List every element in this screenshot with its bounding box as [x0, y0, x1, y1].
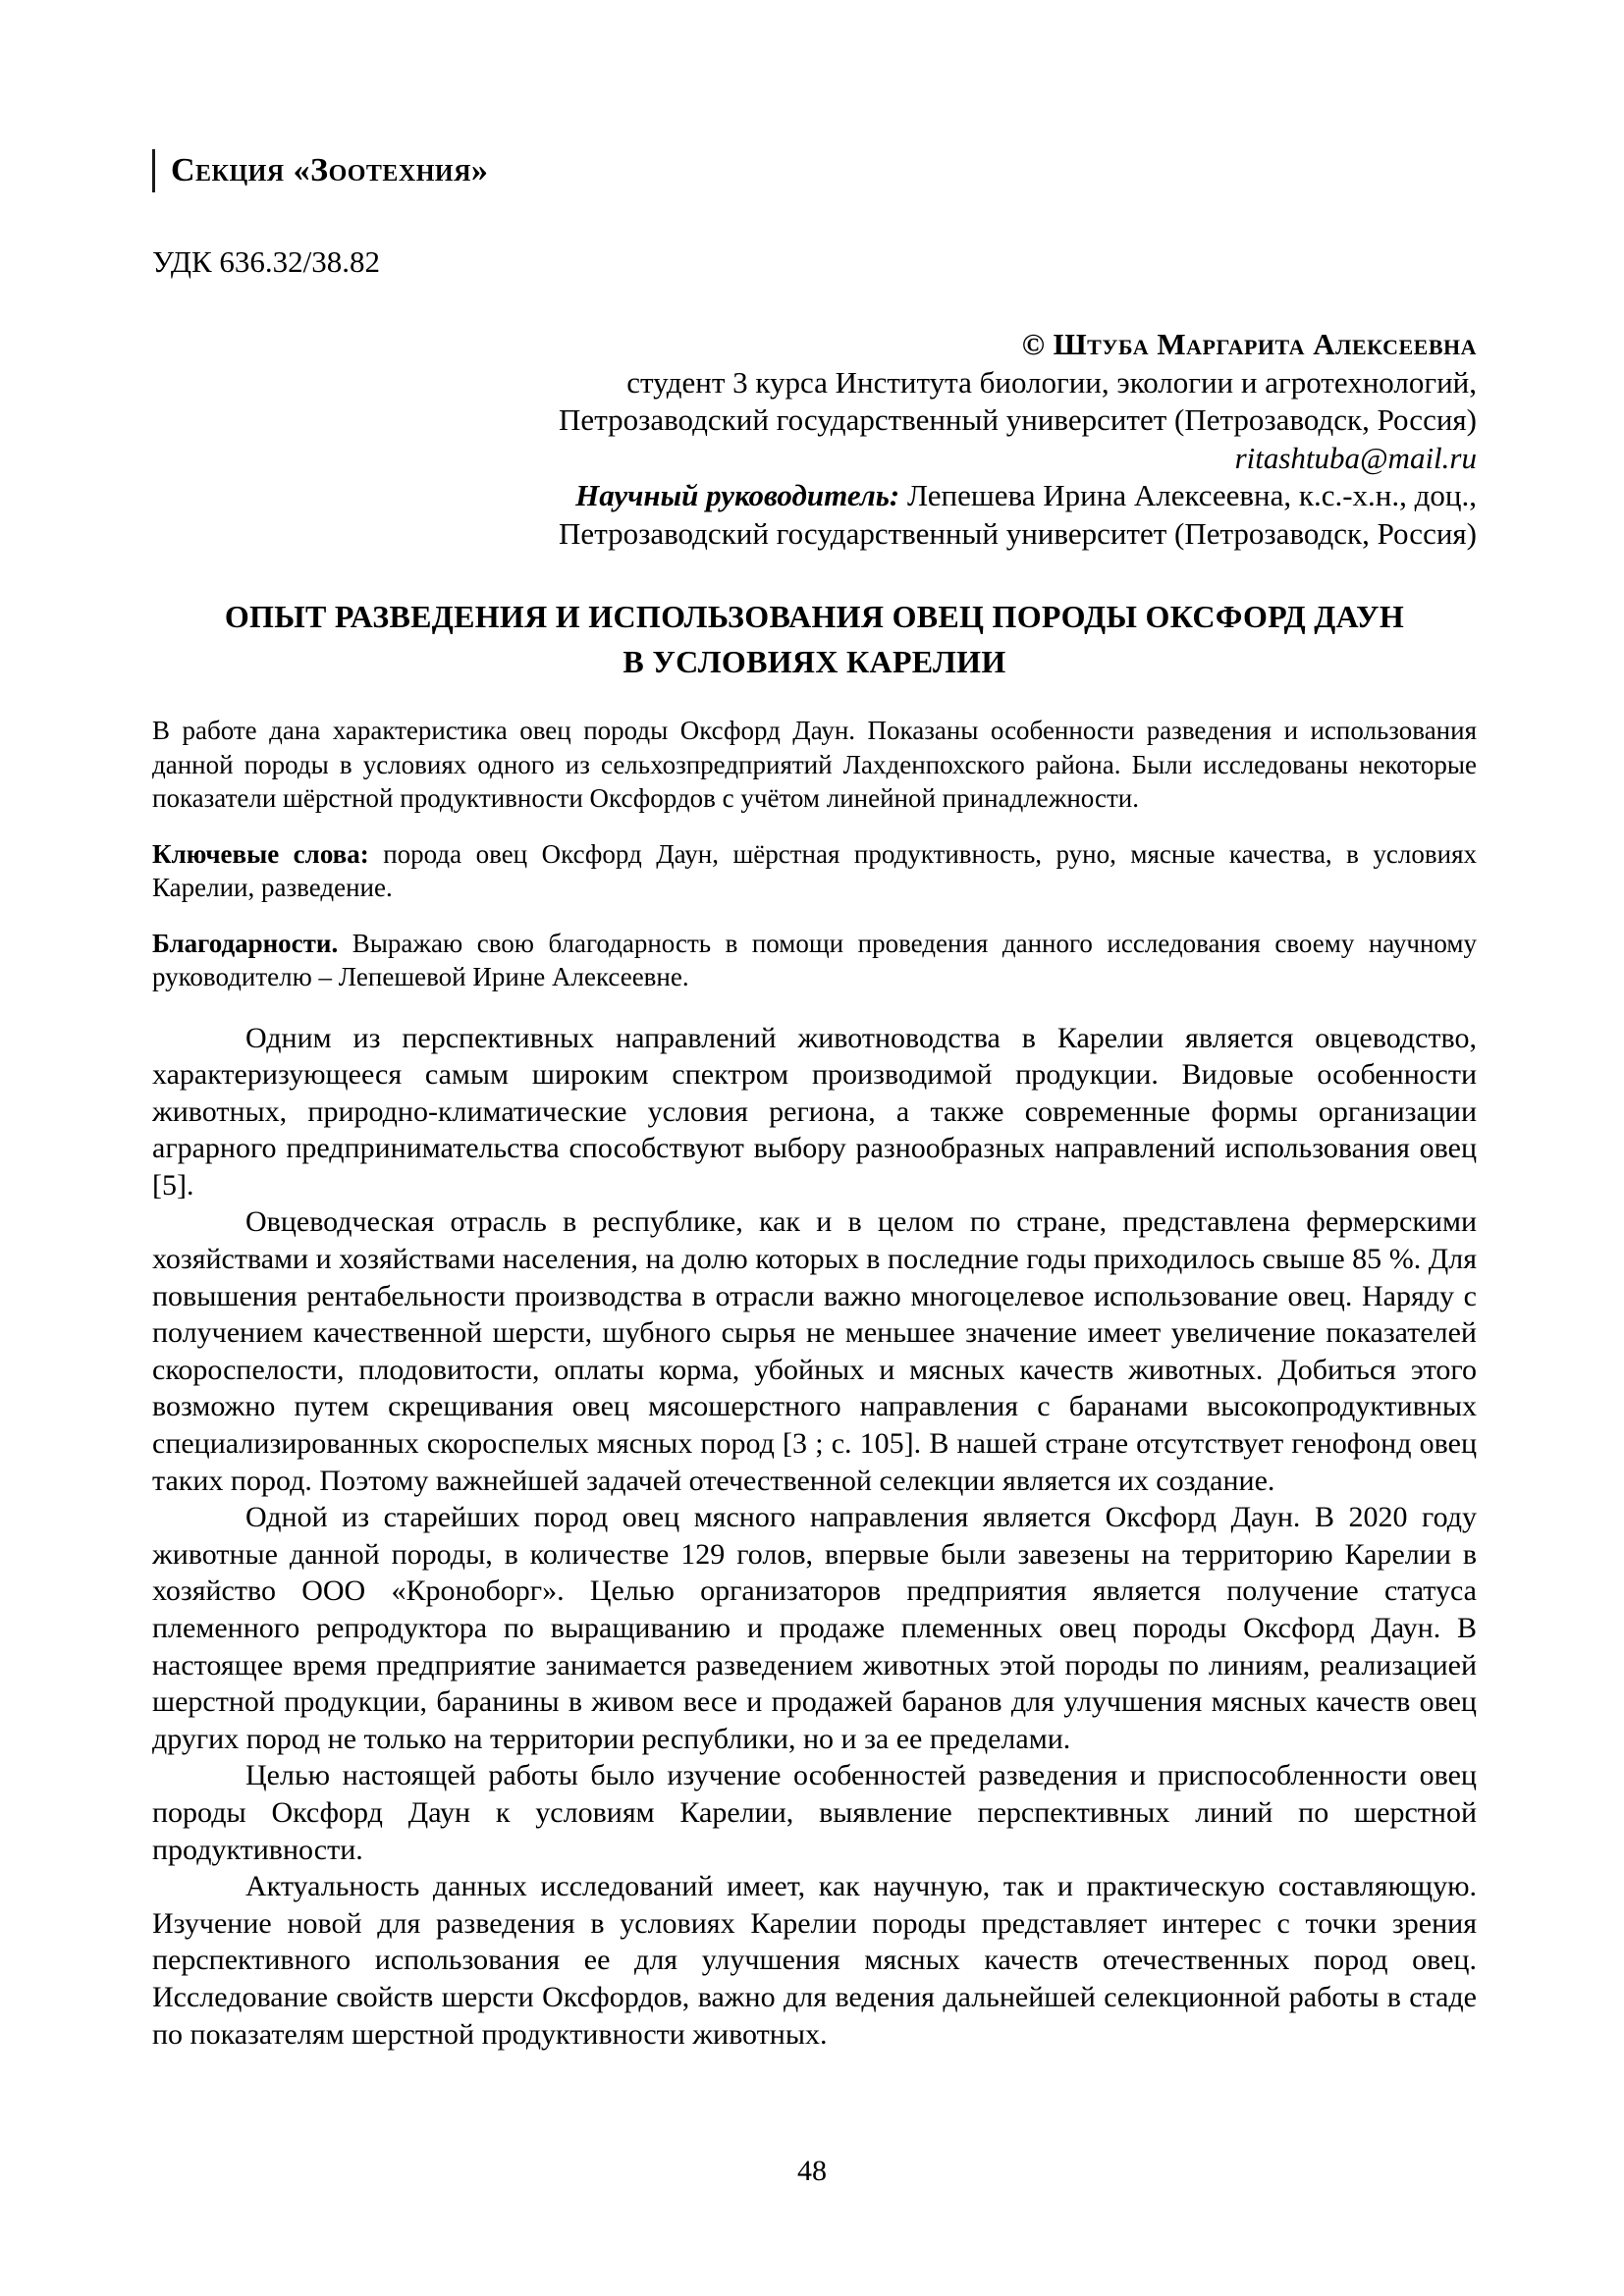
advisor-line — [152, 477, 1477, 515]
body-paragraph: Овцеводческая отрасль в республике, как и в целом по стране, представлена фермерскими хозяйствами и хозяйствами населения, на долю которых в последние годы приходилось свыше 85 %. Для повышения рентабельности производства в отрасли важно многоцелевое использование овец. Наряду с получением качественной шерсти, шубного сырья не меньшее значение имеет увеличение показателей скороспелости, плодовитости, оплаты корма, убойных и мясных качеств животных. Добиться этого возможно путем скрещивания овец мясошерстного направления с баранами высокопродуктивных специализированных скороспелых мясных пород [3 ; с. 105]. В нашей стране отсутствует генофонд овец таких пород. Поэтому важнейшей задачей отечественной селекции является их создание. — [152, 1205, 1477, 1497]
article-title-line2: В УСЛОВИЯХ КАРЕЛИИ — [623, 644, 1006, 679]
article-title-line1: ОПЫТ РАЗВЕДЕНИЯ И ИСПОЛЬЗОВАНИЯ ОВЕЦ ПОРОДЫ ОКСФОРД ДАУН — [224, 599, 1405, 634]
keywords-label: Ключевые слова: — [152, 838, 369, 869]
udc-code: УДК 636.32/38.82 — [152, 244, 381, 279]
advisor-name: Лепешева Ирина Алексеевна, к.с.-х.н., доц., — [899, 478, 1477, 512]
author-role-line: студент 3 курса Института биологии, экологии и агротехнологий, — [626, 364, 1477, 400]
body-paragraph: Одной из старейших пород овец мясного направления является Оксфорд Даун. В 2020 году животные данной породы, в количестве 129 голов, впервые были завезены на территорию Карелии в хозяйство ООО «Кроноборг». Целью организаторов предприятия является получение статуса племенного репродуктора по выращиванию и продаже племенных овец породы Оксфорд Даун. В настоящее время предприятие занимается разведением животных этой породы по линиям, реализацией шерстной продукции, баранины в живом весе и продажей баранов для улучшения мясных качеств овец других пород не только на территории республики, но и за ее пределами. — [152, 1501, 1477, 1755]
author-block — [152, 326, 1477, 553]
body-paragraph: Одним из перспективных направлений животноводства в Карелии является овцеводство, характеризующееся самым широким спектром производимой продукции. Видовые особенности животных, природно-климатические условия региона, а также современные формы организации аграрного предпринимательства способствуют выбору разнообразных направлений использования овец [5]. — [152, 1021, 1477, 1201]
acknowledgments-text: Выражаю свою благодарность в помощи проведения данного исследования своему научному руководителю – Лепешевой Ирине Алексеевне. — [152, 928, 1477, 991]
keywords-text: порода овец Оксфорд Даун, шёрстная продуктивность, руно, мясные качества, в условиях Карелии, разведение. — [152, 838, 1477, 902]
acknowledgments-label: Благодарности. — [152, 928, 339, 958]
section-header — [152, 149, 1477, 192]
author-affiliation: Петрозаводский государственный университет (Петрозаводск, Россия) — [559, 402, 1477, 437]
section-label: Секция «Зоотехния» — [171, 152, 489, 188]
acknowledgments-block — [152, 927, 1477, 994]
article-body — [152, 1020, 1477, 2054]
advisor-affiliation: Петрозаводский государственный университет (Петрозаводск, Россия) — [559, 515, 1477, 551]
body-paragraph: Актуальность данных исследований имеет, как научную, так и практическую составляющую. Изучение новой для разведения в условиях Карелии породы представляет интерес с точки зрения перспективного использования ее для улучшения мясных качеств отечественных пород овец. Исследование свойств шерсти Оксфордов, важно для ведения дальнейшей селекционной работы в стаде по показателям шерстной продуктивности животных. — [152, 1870, 1477, 2051]
page-number: 48 — [797, 2155, 827, 2187]
keywords-block — [152, 837, 1477, 905]
advisor-label: Научный руководитель: — [575, 478, 900, 512]
abstract-text: В работе дана характеристика овец породы Оксфорд Даун. Показаны особенности разведения и использования данной породы в условиях одного из сельхозпредприятий Лахденпохского района. Были исследованы некоторые показатели шёрстной продуктивности Оксфордов с учётом линейной принадлежности. — [152, 716, 1477, 813]
body-paragraph: Целью настоящей работы было изучение особенностей разведения и приспособленности овец породы Оксфорд Даун к условиям Карелии, выявление перспективных линий по шерстной продуктивности. — [152, 1759, 1477, 1866]
author-name: © Штуба Маргарита Алексеевна — [1021, 327, 1477, 361]
author-email: ritashtuba@mail.ru — [1234, 440, 1477, 475]
article-title — [152, 594, 1477, 684]
